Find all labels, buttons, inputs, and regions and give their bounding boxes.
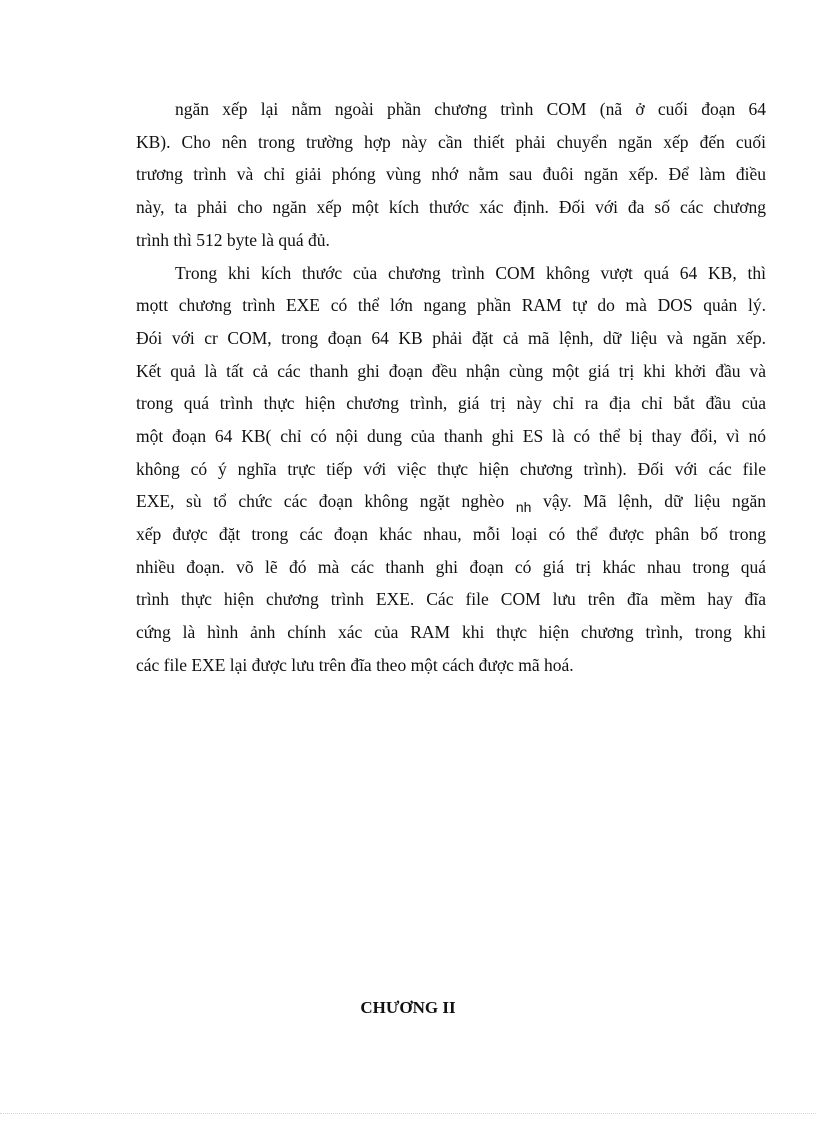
paragraph-line: trình thì 512 byte là quá đủ. (136, 230, 330, 250)
paragraph-line: trương trình và chỉ giải phóng vùng nhớ nằm sau đuôi ngăn xếp. Để làm điều (136, 164, 766, 184)
paragraph-line: một đoạn 64 KB( chỉ có nội dung của thanh ghi ES là có thể bị thay đổi, vì nó (136, 426, 766, 446)
paragraph-line: trình thực hiện chương trình EXE. Các file COM lưu trên đĩa mềm hay đĩa (136, 589, 766, 609)
paragraph-line: mọtt chương trình EXE có thể lớn ngang phần RAM tự do mà DOS quản lý. (136, 295, 766, 315)
paragraph-line: nhiều đoạn. võ lẽ đó mà các thanh ghi đoạn có giá trị khác nhau trong quá (136, 557, 766, 577)
paragraph-line: các file EXE lại được lưu trên đĩa theo một cách được mã hoá. (136, 655, 574, 675)
paragraph-line: cứng là hình ảnh chính xác của RAM khi thực hiện chương trình, trong khi (136, 622, 766, 642)
paragraph-line: ngăn xếp lại nằm ngoài phần chương trình COM (nã ở cuối đoạn 64 (175, 99, 766, 119)
paragraph-line: xếp được đặt trong các đoạn khác nhau, mỗi loại có thể được phân bố trong (136, 524, 766, 544)
chapter-heading: CHƯƠNG II (360, 998, 456, 1017)
line-text-before: EXE, sù tổ chức các đoạn không ngặt nghèo (136, 491, 505, 511)
paragraph-line: trong quá trình thực hiện chương trình, giá trị này chỉ ra địa chỉ bắt đầu của (136, 393, 766, 413)
paragraph-line-with-subscript (136, 490, 766, 513)
subscript-fragment: nh (515, 499, 532, 515)
line-text-after: vậy. Mã lệnh, dữ liệu ngăn (543, 491, 766, 511)
paragraph-line: Kết quả là tất cả các thanh ghi đoạn đều nhận cùng một giá trị khi khởi đầu và (136, 361, 766, 381)
paragraph-line: không có ý nghĩa trực tiếp với việc thực hiện chương trình). Đối với các file (136, 459, 766, 479)
paragraph-line: KB). Cho nên trong trường hợp này cần thiết phải chuyển ngăn xếp đến cuối (136, 132, 766, 152)
paragraph-line: Trong khi kích thước của chương trình COM không vượt quá 64 KB, thì (175, 263, 766, 283)
paragraph-line: này, ta phải cho ngăn xếp một kích thước xác định. Đối với đa số các chương (136, 197, 766, 217)
page-divider (0, 1113, 816, 1114)
paragraph-line: Đói với cr COM, trong đoạn 64 KB phải đặt cả mã lệnh, dữ liệu và ngăn xếp. (136, 328, 766, 348)
